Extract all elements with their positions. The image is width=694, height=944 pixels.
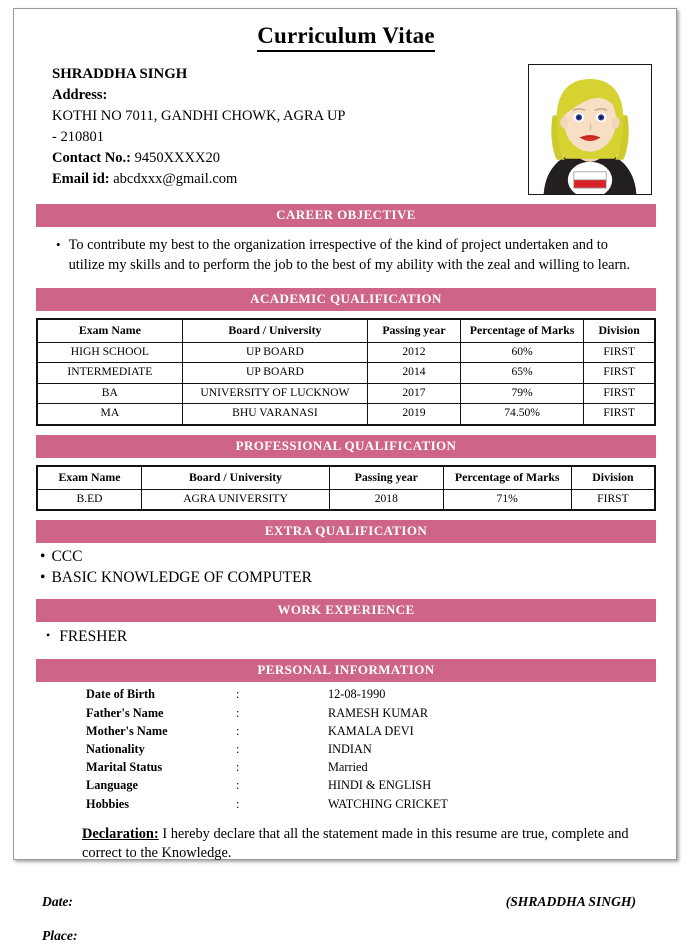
table-header-row xyxy=(37,466,655,489)
table-cell: 2014 xyxy=(368,363,461,383)
personal-info-row xyxy=(86,797,656,813)
column-header: Board / University xyxy=(141,466,329,489)
date-label: Date: xyxy=(42,893,73,909)
column-header: Percentage of Marks xyxy=(460,319,584,342)
personal-info-label: Nationality xyxy=(86,741,145,756)
table-cell: BA xyxy=(37,383,182,403)
table-row xyxy=(37,383,655,403)
cv-page xyxy=(13,8,677,943)
list-item xyxy=(40,568,656,589)
personal-info-row xyxy=(86,706,656,722)
personal-info-value: Married xyxy=(328,760,368,775)
list-item-label: BASIC KNOWLEDGE OF COMPUTER xyxy=(51,568,312,586)
personal-information-list xyxy=(36,682,656,812)
table-cell: 2018 xyxy=(330,489,443,510)
personal-info-label: Hobbies xyxy=(86,796,130,811)
address-line-1: KOTHI NO 7011, GANDHI CHOWK, AGRA UP xyxy=(52,108,346,125)
personal-info-value: 12-08-1990 xyxy=(328,687,386,702)
section-header-career-objective: CAREER OBJECTIVE xyxy=(36,204,656,227)
table-cell: AGRA UNIVERSITY xyxy=(141,489,329,510)
column-header: Exam Name xyxy=(37,466,141,489)
personal-info-label: Date of Birth xyxy=(86,687,155,702)
section-header-academic-qualification: ACADEMIC QUALIFICATION xyxy=(36,288,656,311)
personal-info-row xyxy=(86,687,656,703)
candidate-name: SHRADDHA SINGH xyxy=(52,66,188,82)
contact-row xyxy=(52,148,345,169)
professional-qualification-table xyxy=(36,465,656,511)
personal-info-separator: : xyxy=(236,741,240,756)
table-cell: FIRST xyxy=(584,404,655,425)
table-cell: 79% xyxy=(460,383,584,403)
page-title xyxy=(36,23,656,50)
personal-info-row xyxy=(86,778,656,794)
list-item-label: CCC xyxy=(51,548,83,566)
table-cell: HIGH SCHOOL xyxy=(37,342,182,362)
column-header: Division xyxy=(571,466,655,489)
table-cell: BHU VARANASI xyxy=(182,404,367,425)
table-cell: 2012 xyxy=(368,342,461,362)
profile-photo-icon xyxy=(529,65,651,194)
bullet-icon: • xyxy=(40,548,46,566)
column-header: Division xyxy=(584,319,655,342)
table-cell: FIRST xyxy=(571,489,655,510)
personal-info-value: KAMALA DEVI xyxy=(328,723,414,738)
section-header-personal-information: PERSONAL INFORMATION xyxy=(36,659,656,682)
table-cell: MA xyxy=(37,404,182,425)
section-header-extra-qualification: EXTRA QUALIFICATION xyxy=(36,520,656,543)
table-row xyxy=(37,489,655,510)
table-cell: 60% xyxy=(460,342,584,362)
table-cell: FIRST xyxy=(584,363,655,383)
career-objective-text: To contribute my best to the organization irrespective of the kind of project undertaken and to utilize my skills and to perform the job to the best of my ability with the zeal and willing to learn. xyxy=(68,237,631,273)
declaration-block xyxy=(36,815,656,864)
table-cell: 2019 xyxy=(368,404,461,425)
table-cell: FIRST xyxy=(584,342,655,362)
address-label: Address: xyxy=(52,87,108,104)
section-header-work-experience: WORK EXPERIENCE xyxy=(36,599,656,622)
table-cell: INTERMEDIATE xyxy=(37,363,182,383)
personal-info-value: WATCHING CRICKET xyxy=(328,796,448,811)
bullet-icon: • xyxy=(40,568,46,586)
column-header: Passing year xyxy=(368,319,461,342)
work-experience-list xyxy=(36,622,656,650)
column-header: Passing year xyxy=(330,466,443,489)
career-objective-body xyxy=(36,227,656,279)
table-cell: UP BOARD xyxy=(182,342,367,362)
list-item-label: FRESHER xyxy=(59,628,128,646)
section-header-professional-qualification: PROFESSIONAL QUALIFICATION xyxy=(36,435,656,458)
contact-label: Contact No.: xyxy=(52,149,131,166)
personal-info-label: Marital Status xyxy=(86,760,163,775)
personal-info-row xyxy=(86,724,656,740)
table-cell: UP BOARD xyxy=(182,363,367,383)
personal-info-label: Language xyxy=(86,778,138,793)
table-cell: FIRST xyxy=(584,383,655,403)
signature-name: (SHRADDHA SINGH) xyxy=(505,893,636,909)
table-row xyxy=(37,342,655,362)
email-label: Email id: xyxy=(52,170,110,187)
contact-details xyxy=(36,64,345,190)
personal-info-separator: : xyxy=(236,796,240,811)
table-cell: 71% xyxy=(443,489,571,510)
place-label: Place: xyxy=(42,927,78,943)
bullet-icon: • xyxy=(46,628,51,643)
table-cell: 2017 xyxy=(368,383,461,403)
extra-qualification-list xyxy=(36,543,656,590)
table-header-row xyxy=(37,319,655,342)
list-item xyxy=(46,628,656,646)
column-header: Percentage of Marks xyxy=(443,466,571,489)
personal-info-separator: : xyxy=(236,687,240,702)
personal-info-value: INDIAN xyxy=(328,741,372,756)
bullet-icon: • xyxy=(56,237,61,252)
personal-info-separator: : xyxy=(236,705,240,720)
personal-info-separator: : xyxy=(236,723,240,738)
email-value: abcdxxx@gmail.com xyxy=(113,170,238,187)
email-row xyxy=(52,169,345,190)
table-cell: B.ED xyxy=(37,489,141,510)
personal-info-label: Mother's Name xyxy=(86,723,168,738)
declaration-label: Declaration: xyxy=(82,825,159,842)
personal-info-separator: : xyxy=(236,778,240,793)
declaration-text: I hereby declare that all the statement made in this resume are true, complete and correct to the Knowledge. xyxy=(82,825,629,862)
table-row xyxy=(37,404,655,425)
table-row xyxy=(37,363,655,383)
column-header: Exam Name xyxy=(37,319,182,342)
header-section xyxy=(36,64,656,195)
address-line-2: - 210801 xyxy=(52,129,104,146)
academic-qualification-table xyxy=(36,318,656,426)
personal-info-value: HINDI & ENGLISH xyxy=(328,778,432,793)
personal-info-label: Father's Name xyxy=(86,705,164,720)
photo-frame xyxy=(528,64,652,195)
table-cell: UNIVERSITY OF LUCKNOW xyxy=(182,383,367,403)
list-item xyxy=(40,547,656,568)
personal-info-row xyxy=(86,760,656,776)
contact-value: 9450XXXX20 xyxy=(134,149,220,166)
personal-info-row xyxy=(86,742,656,758)
column-header: Board / University xyxy=(182,319,367,342)
page-title-text: Curriculum Vitae xyxy=(257,23,435,52)
table-cell: 65% xyxy=(460,363,584,383)
personal-info-separator: : xyxy=(236,760,240,775)
personal-info-value: RAMESH KUMAR xyxy=(328,705,429,720)
table-cell: 74.50% xyxy=(460,404,584,425)
